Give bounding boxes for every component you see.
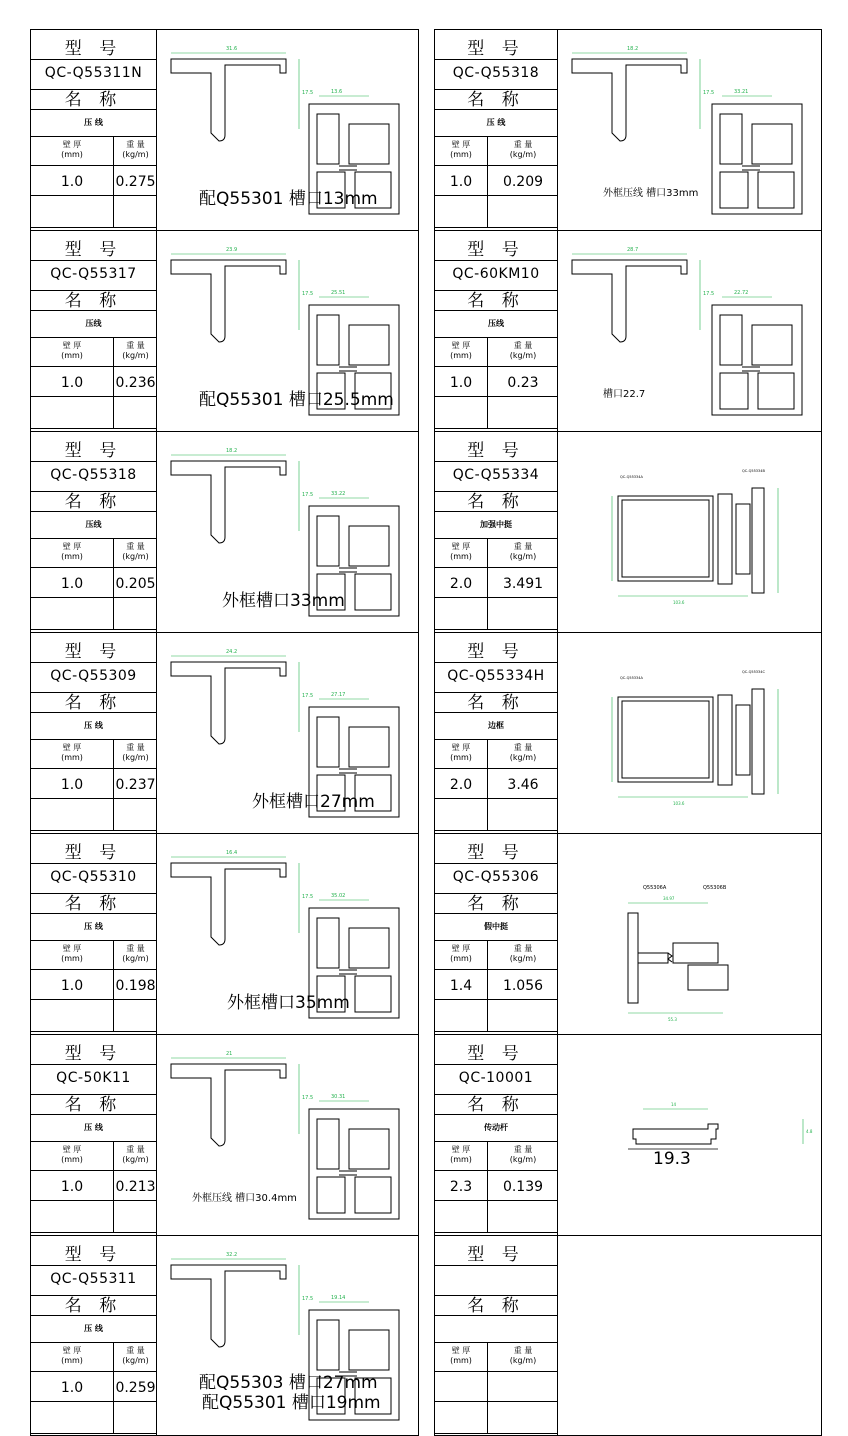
- profile-drawing: [157, 1034, 419, 1235]
- name-label: 名 称: [64, 90, 123, 110]
- table-rule: [435, 337, 557, 338]
- slot-caption: 外框槽口35mm: [227, 993, 350, 1013]
- profile-card: [30, 632, 419, 833]
- table-rule: [435, 1371, 557, 1372]
- name-label: 名 称: [64, 492, 123, 512]
- weight-unit: (kg/m): [509, 351, 537, 360]
- spec-panel: [434, 431, 558, 632]
- table-rule: [435, 597, 557, 598]
- weight-unit: (kg/m): [122, 1356, 149, 1365]
- dimension-label: 21: [226, 1051, 233, 1057]
- profile-drawing: [558, 632, 822, 833]
- table-rule: [31, 1064, 156, 1065]
- name-label: 名 称: [467, 693, 525, 713]
- wall-thickness-unit: (mm): [450, 351, 472, 360]
- name-label: 名 称: [64, 1296, 123, 1316]
- table-rule: [435, 195, 557, 196]
- product-name: 压 线: [84, 922, 103, 931]
- dimension-label: 34.97: [663, 896, 675, 901]
- weight-label: 重 量: [126, 743, 145, 752]
- model-label: 型 号: [64, 642, 123, 662]
- weight-value: 0.275: [115, 174, 156, 190]
- product-name: 边框: [488, 721, 504, 730]
- model-label: 型 号: [64, 1245, 123, 1265]
- profile-card: [434, 1034, 822, 1235]
- weight-unit: (kg/m): [509, 753, 537, 762]
- weight-unit: (kg/m): [122, 150, 149, 159]
- dimension-label: 16.4: [226, 850, 238, 856]
- spec-panel: [30, 833, 157, 1034]
- table-rule: [435, 1265, 557, 1266]
- wall-thickness-value: 1.0: [60, 1179, 84, 1195]
- sheet-right-border: [821, 29, 822, 1436]
- weight-value: 0.237: [115, 777, 156, 793]
- wall-thickness-unit: (mm): [61, 1356, 83, 1365]
- table-rule: [31, 662, 156, 663]
- dimension-label: 19.14: [331, 1295, 346, 1301]
- slot-caption: 外框槽口33mm: [222, 591, 345, 611]
- table-rule: [435, 1342, 557, 1343]
- table-rule: [435, 567, 557, 568]
- weight-label: 重 量: [126, 944, 145, 953]
- wall-thickness-label: 壁 厚: [62, 743, 82, 752]
- name-label: 名 称: [467, 492, 525, 512]
- wall-thickness-unit: (mm): [450, 1155, 472, 1164]
- part-label: QC-Q55334B: [742, 469, 765, 473]
- table-rule: [435, 969, 557, 970]
- model-number: QC-Q55334H: [447, 668, 545, 684]
- model-number: QC-Q55306: [452, 869, 540, 885]
- name-label: 名 称: [467, 291, 525, 311]
- weight-unit: (kg/m): [122, 1155, 149, 1164]
- table-rule: [435, 396, 557, 397]
- dimension-label: 17.5: [302, 90, 314, 96]
- model-number: QC-Q55318: [452, 65, 540, 81]
- wall-thickness-value: 1.0: [60, 174, 84, 190]
- product-name: 加强中挺: [480, 520, 512, 529]
- name-label: 名 称: [64, 1095, 123, 1115]
- weight-label: 重 量: [513, 341, 533, 350]
- table-rule: [31, 940, 156, 941]
- part-label: Q55306B: [703, 885, 727, 891]
- part-label: Q55306A: [643, 885, 667, 891]
- weight-unit: (kg/m): [122, 351, 149, 360]
- slot-caption: 外框压线 槽口33mm: [603, 188, 699, 199]
- table-rule: [31, 629, 156, 630]
- profile-card: [434, 431, 822, 632]
- profile-drawing: [558, 833, 822, 1034]
- wall-thickness-unit: (mm): [61, 150, 83, 159]
- table-rule: [435, 1433, 557, 1434]
- dimension-label: 17.5: [302, 492, 314, 498]
- wall-thickness-label: 壁 厚: [451, 944, 471, 953]
- sheet-right-border: [418, 29, 419, 1436]
- table-rule: [31, 798, 156, 799]
- spec-panel: [434, 1034, 558, 1235]
- dimension-label: 25.51: [331, 290, 346, 296]
- spec-panel: [434, 29, 558, 230]
- model-number: QC-60KM10: [452, 266, 540, 282]
- product-name: 压线: [85, 520, 102, 529]
- profile-drawing: [558, 431, 822, 632]
- name-label: 名 称: [467, 90, 525, 110]
- slot-caption: 配Q55303 槽口27mm: [199, 1373, 378, 1393]
- name-label: 名 称: [64, 291, 123, 311]
- weight-unit: (kg/m): [509, 150, 537, 159]
- weight-value: 3.46: [507, 777, 539, 793]
- weight-unit: (kg/m): [509, 1356, 537, 1365]
- profile-card: [434, 833, 822, 1034]
- weight-label: 重 量: [513, 542, 533, 551]
- table-rule: [31, 461, 156, 462]
- table-rule: [31, 260, 156, 261]
- spec-panel: [30, 632, 157, 833]
- model-number: QC-10001: [458, 1070, 534, 1086]
- profile-card: [434, 230, 822, 431]
- dimension-label: 17.5: [302, 291, 314, 297]
- slot-caption: 配Q55301 槽口13mm: [199, 189, 378, 209]
- model-label: 型 号: [467, 843, 525, 863]
- weight-unit: (kg/m): [122, 954, 149, 963]
- wall-thickness-value: 1.0: [449, 375, 473, 391]
- wall-thickness-value: 1.0: [60, 375, 84, 391]
- name-label: 名 称: [467, 1095, 525, 1115]
- weight-value: 0.198: [115, 978, 156, 994]
- product-name: 假中挺: [484, 922, 508, 931]
- weight-value: 0.139: [502, 1179, 544, 1195]
- profile-card: [30, 29, 419, 230]
- wall-thickness-value: 1.0: [60, 978, 84, 994]
- weight-value: 0.213: [115, 1179, 156, 1195]
- profile-card: [434, 1235, 822, 1436]
- table-rule: [31, 567, 156, 568]
- product-name: 压 线: [84, 1324, 103, 1333]
- table-rule: [31, 165, 156, 166]
- model-label: 型 号: [467, 441, 525, 461]
- dimension-label: 33.21: [734, 89, 749, 95]
- spec-panel: [30, 1235, 157, 1436]
- spec-panel: [434, 230, 558, 431]
- wall-thickness-value: 1.0: [60, 1380, 84, 1396]
- wall-thickness-unit: (mm): [450, 753, 472, 762]
- model-label: 型 号: [64, 441, 123, 461]
- profile-drawing: [558, 29, 822, 230]
- table-rule: [31, 227, 156, 228]
- product-name: 传动杆: [484, 1123, 508, 1132]
- wall-thickness-label: 壁 厚: [451, 140, 471, 149]
- wall-thickness-label: 壁 厚: [451, 743, 471, 752]
- wall-thickness-unit: (mm): [61, 552, 83, 561]
- dimension-label: 24.2: [226, 649, 238, 655]
- wall-thickness-label: 壁 厚: [62, 140, 82, 149]
- dimension-label: 17.5: [703, 291, 715, 297]
- table-rule: [31, 538, 156, 539]
- product-name: 压 线: [84, 118, 103, 127]
- table-rule: [31, 830, 156, 831]
- dimension-label: 55.3: [668, 1017, 677, 1022]
- wall-thickness-unit: (mm): [450, 1356, 472, 1365]
- table-rule: [435, 461, 557, 462]
- wall-thickness-label: 壁 厚: [62, 542, 82, 551]
- table-rule: [435, 798, 557, 799]
- wall-thickness-unit: (mm): [450, 150, 472, 159]
- wall-thickness-unit: (mm): [61, 1155, 83, 1164]
- table-rule: [31, 1342, 156, 1343]
- model-label: 型 号: [467, 1044, 525, 1064]
- wall-thickness-label: 壁 厚: [451, 341, 471, 350]
- wall-thickness-label: 壁 厚: [451, 1145, 471, 1154]
- dimension-label: 13.6: [331, 89, 343, 95]
- weight-label: 重 量: [126, 1346, 145, 1355]
- model-number: QC-50K11: [56, 1070, 131, 1086]
- weight-value: 0.236: [115, 375, 156, 391]
- profile-card: [30, 1034, 419, 1235]
- model-number: QC-Q55311N: [44, 65, 143, 81]
- table-rule: [435, 165, 557, 166]
- weight-label: 重 量: [126, 140, 145, 149]
- weight-value: 0.209: [502, 174, 544, 190]
- table-rule: [435, 538, 557, 539]
- table-rule: [31, 428, 156, 429]
- profile-card: [434, 632, 822, 833]
- table-rule: [31, 768, 156, 769]
- dimension-label: 33.22: [331, 491, 346, 497]
- table-rule: [31, 1371, 156, 1372]
- part-label: QC-Q55334A: [620, 676, 643, 680]
- model-number: QC-Q55334: [452, 467, 540, 483]
- dimension-label: 103.6: [673, 600, 685, 605]
- wall-thickness-value: 1.0: [60, 777, 84, 793]
- dimension-label: 103.6: [673, 801, 685, 806]
- dimension-label: 17.5: [302, 693, 314, 699]
- model-label: 型 号: [64, 843, 123, 863]
- wall-thickness-label: 壁 厚: [62, 1346, 82, 1355]
- wall-thickness-value: 1.0: [449, 174, 473, 190]
- spec-panel: [434, 1235, 558, 1436]
- dimension-label: 18.2: [226, 448, 238, 454]
- table-rule: [435, 940, 557, 941]
- spec-panel: [30, 431, 157, 632]
- slot-caption: 槽口22.7: [603, 389, 646, 400]
- wall-thickness-unit: (mm): [450, 954, 472, 963]
- weight-value: 0.205: [115, 576, 156, 592]
- wall-thickness-unit: (mm): [450, 552, 472, 561]
- table-rule: [31, 863, 156, 864]
- table-rule: [31, 1401, 156, 1402]
- table-rule: [31, 969, 156, 970]
- model-number: QC-Q55309: [50, 668, 137, 684]
- weight-unit: (kg/m): [509, 954, 537, 963]
- slot-caption: 配Q55301 槽口25.5mm: [199, 390, 394, 410]
- spec-panel: [30, 29, 157, 230]
- spec-panel: [434, 833, 558, 1034]
- weight-unit: (kg/m): [509, 552, 537, 561]
- profile-card: [30, 230, 419, 431]
- table-rule: [435, 59, 557, 60]
- name-label: 名 称: [467, 1296, 525, 1316]
- dimension-label: 17.5: [302, 1296, 314, 1302]
- profile-drawing: [558, 230, 822, 431]
- weight-label: 重 量: [513, 1145, 533, 1154]
- weight-label: 重 量: [513, 743, 533, 752]
- model-label: 型 号: [467, 1245, 525, 1265]
- wall-thickness-unit: (mm): [61, 351, 83, 360]
- table-rule: [31, 337, 156, 338]
- dimension-label: 4.8: [806, 1129, 813, 1134]
- weight-unit: (kg/m): [122, 753, 149, 762]
- slot-caption: 外框压线 槽口30.4mm: [192, 1193, 297, 1204]
- table-rule: [435, 1170, 557, 1171]
- weight-value: 0.23: [507, 375, 539, 391]
- name-label: 名 称: [64, 693, 123, 713]
- dimension-label: 22.72: [734, 290, 749, 296]
- dimension-label: 27.17: [331, 692, 346, 698]
- dimension-label: 17.5: [302, 894, 314, 900]
- profile-drawing: [558, 1235, 822, 1436]
- table-rule: [31, 1232, 156, 1233]
- product-name: 压线: [85, 319, 102, 328]
- profile-card: [434, 29, 822, 230]
- profile-drawing: [558, 1034, 822, 1235]
- model-label: 型 号: [467, 642, 525, 662]
- table-rule: [435, 1064, 557, 1065]
- table-rule: [435, 863, 557, 864]
- product-name: 压 线: [84, 1123, 103, 1132]
- model-label: 型 号: [467, 240, 525, 260]
- wall-thickness-value: 1.0: [60, 576, 84, 592]
- model-number: QC-Q55318: [50, 467, 137, 483]
- table-rule: [31, 366, 156, 367]
- dimension-label: 17.5: [302, 1095, 314, 1101]
- weight-value: 0.259: [115, 1380, 156, 1396]
- weight-value: 3.491: [502, 576, 544, 592]
- table-rule: [31, 597, 156, 598]
- wall-thickness-label: 壁 厚: [62, 341, 82, 350]
- model-label: 型 号: [64, 1044, 123, 1064]
- profile-card: [30, 1235, 419, 1436]
- spec-panel: [30, 1034, 157, 1235]
- profile-card: [30, 431, 419, 632]
- weight-label: 重 量: [513, 944, 533, 953]
- weight-label: 重 量: [513, 140, 533, 149]
- dimension-label: 32.2: [226, 1252, 238, 1258]
- model-label: 型 号: [64, 39, 123, 59]
- spec-panel: [30, 230, 157, 431]
- spec-panel: [434, 632, 558, 833]
- name-label: 名 称: [64, 894, 123, 914]
- wall-thickness-value: 2.0: [449, 777, 473, 793]
- slot-caption: 19.3: [653, 1149, 691, 1169]
- weight-label: 重 量: [126, 1145, 145, 1154]
- wall-thickness-label: 壁 厚: [451, 1346, 471, 1355]
- table-rule: [435, 428, 557, 429]
- table-rule: [31, 1265, 156, 1266]
- table-rule: [435, 830, 557, 831]
- table-rule: [31, 739, 156, 740]
- slot-caption-secondary: 配Q55301 槽口19mm: [202, 1393, 381, 1413]
- table-rule: [435, 999, 557, 1000]
- dimension-label: 30.31: [331, 1094, 346, 1100]
- dimension-label: 23.9: [226, 247, 238, 253]
- product-name: 压 线: [486, 118, 506, 127]
- table-rule: [435, 739, 557, 740]
- part-label: QC-Q55334A: [620, 475, 643, 479]
- table-rule: [435, 136, 557, 137]
- table-rule: [31, 396, 156, 397]
- profile-card: [30, 833, 419, 1034]
- table-rule: [31, 136, 156, 137]
- table-rule: [31, 1170, 156, 1171]
- table-rule: [435, 1141, 557, 1142]
- wall-thickness-unit: (mm): [61, 753, 83, 762]
- table-rule: [435, 1232, 557, 1233]
- dimension-label: 14: [671, 1102, 677, 1107]
- dimension-label: 18.2: [627, 46, 639, 52]
- wall-thickness-value: 2.3: [449, 1179, 473, 1195]
- wall-thickness-label: 壁 厚: [62, 1145, 82, 1154]
- table-rule: [435, 227, 557, 228]
- table-rule: [31, 1031, 156, 1032]
- dimension-label: 28.7: [627, 247, 639, 253]
- slot-caption: 外框槽口27mm: [252, 792, 375, 812]
- weight-label: 重 量: [513, 1346, 533, 1355]
- product-name: 压线: [488, 319, 504, 328]
- table-rule: [31, 59, 156, 60]
- model-number: QC-Q55311: [50, 1271, 137, 1287]
- table-rule: [31, 1433, 156, 1434]
- table-rule: [435, 768, 557, 769]
- table-rule: [31, 999, 156, 1000]
- name-label: 名 称: [467, 894, 525, 914]
- weight-unit: (kg/m): [122, 552, 149, 561]
- wall-thickness-value: 2.0: [449, 576, 473, 592]
- wall-thickness-value: 1.4: [449, 978, 473, 994]
- model-label: 型 号: [467, 39, 525, 59]
- dimension-label: 35.02: [331, 893, 346, 899]
- weight-label: 重 量: [126, 341, 145, 350]
- table-rule: [435, 1200, 557, 1201]
- table-rule: [435, 366, 557, 367]
- dimension-label: 17.5: [703, 90, 715, 96]
- table-rule: [435, 1031, 557, 1032]
- table-rule: [435, 629, 557, 630]
- weight-value: 1.056: [502, 978, 544, 994]
- product-name: 压 线: [84, 721, 103, 730]
- wall-thickness-label: 壁 厚: [62, 944, 82, 953]
- model-number: QC-Q55317: [50, 266, 137, 282]
- table-rule: [31, 195, 156, 196]
- weight-label: 重 量: [126, 542, 145, 551]
- part-label: QC-Q55334C: [742, 670, 765, 674]
- model-number: QC-Q55310: [50, 869, 137, 885]
- table-rule: [435, 662, 557, 663]
- table-rule: [435, 260, 557, 261]
- weight-unit: (kg/m): [509, 1155, 537, 1164]
- table-rule: [435, 1401, 557, 1402]
- model-label: 型 号: [64, 240, 123, 260]
- table-rule: [31, 1141, 156, 1142]
- table-rule: [31, 1200, 156, 1201]
- wall-thickness-unit: (mm): [61, 954, 83, 963]
- dimension-label: 31.6: [226, 46, 238, 52]
- wall-thickness-label: 壁 厚: [451, 542, 471, 551]
